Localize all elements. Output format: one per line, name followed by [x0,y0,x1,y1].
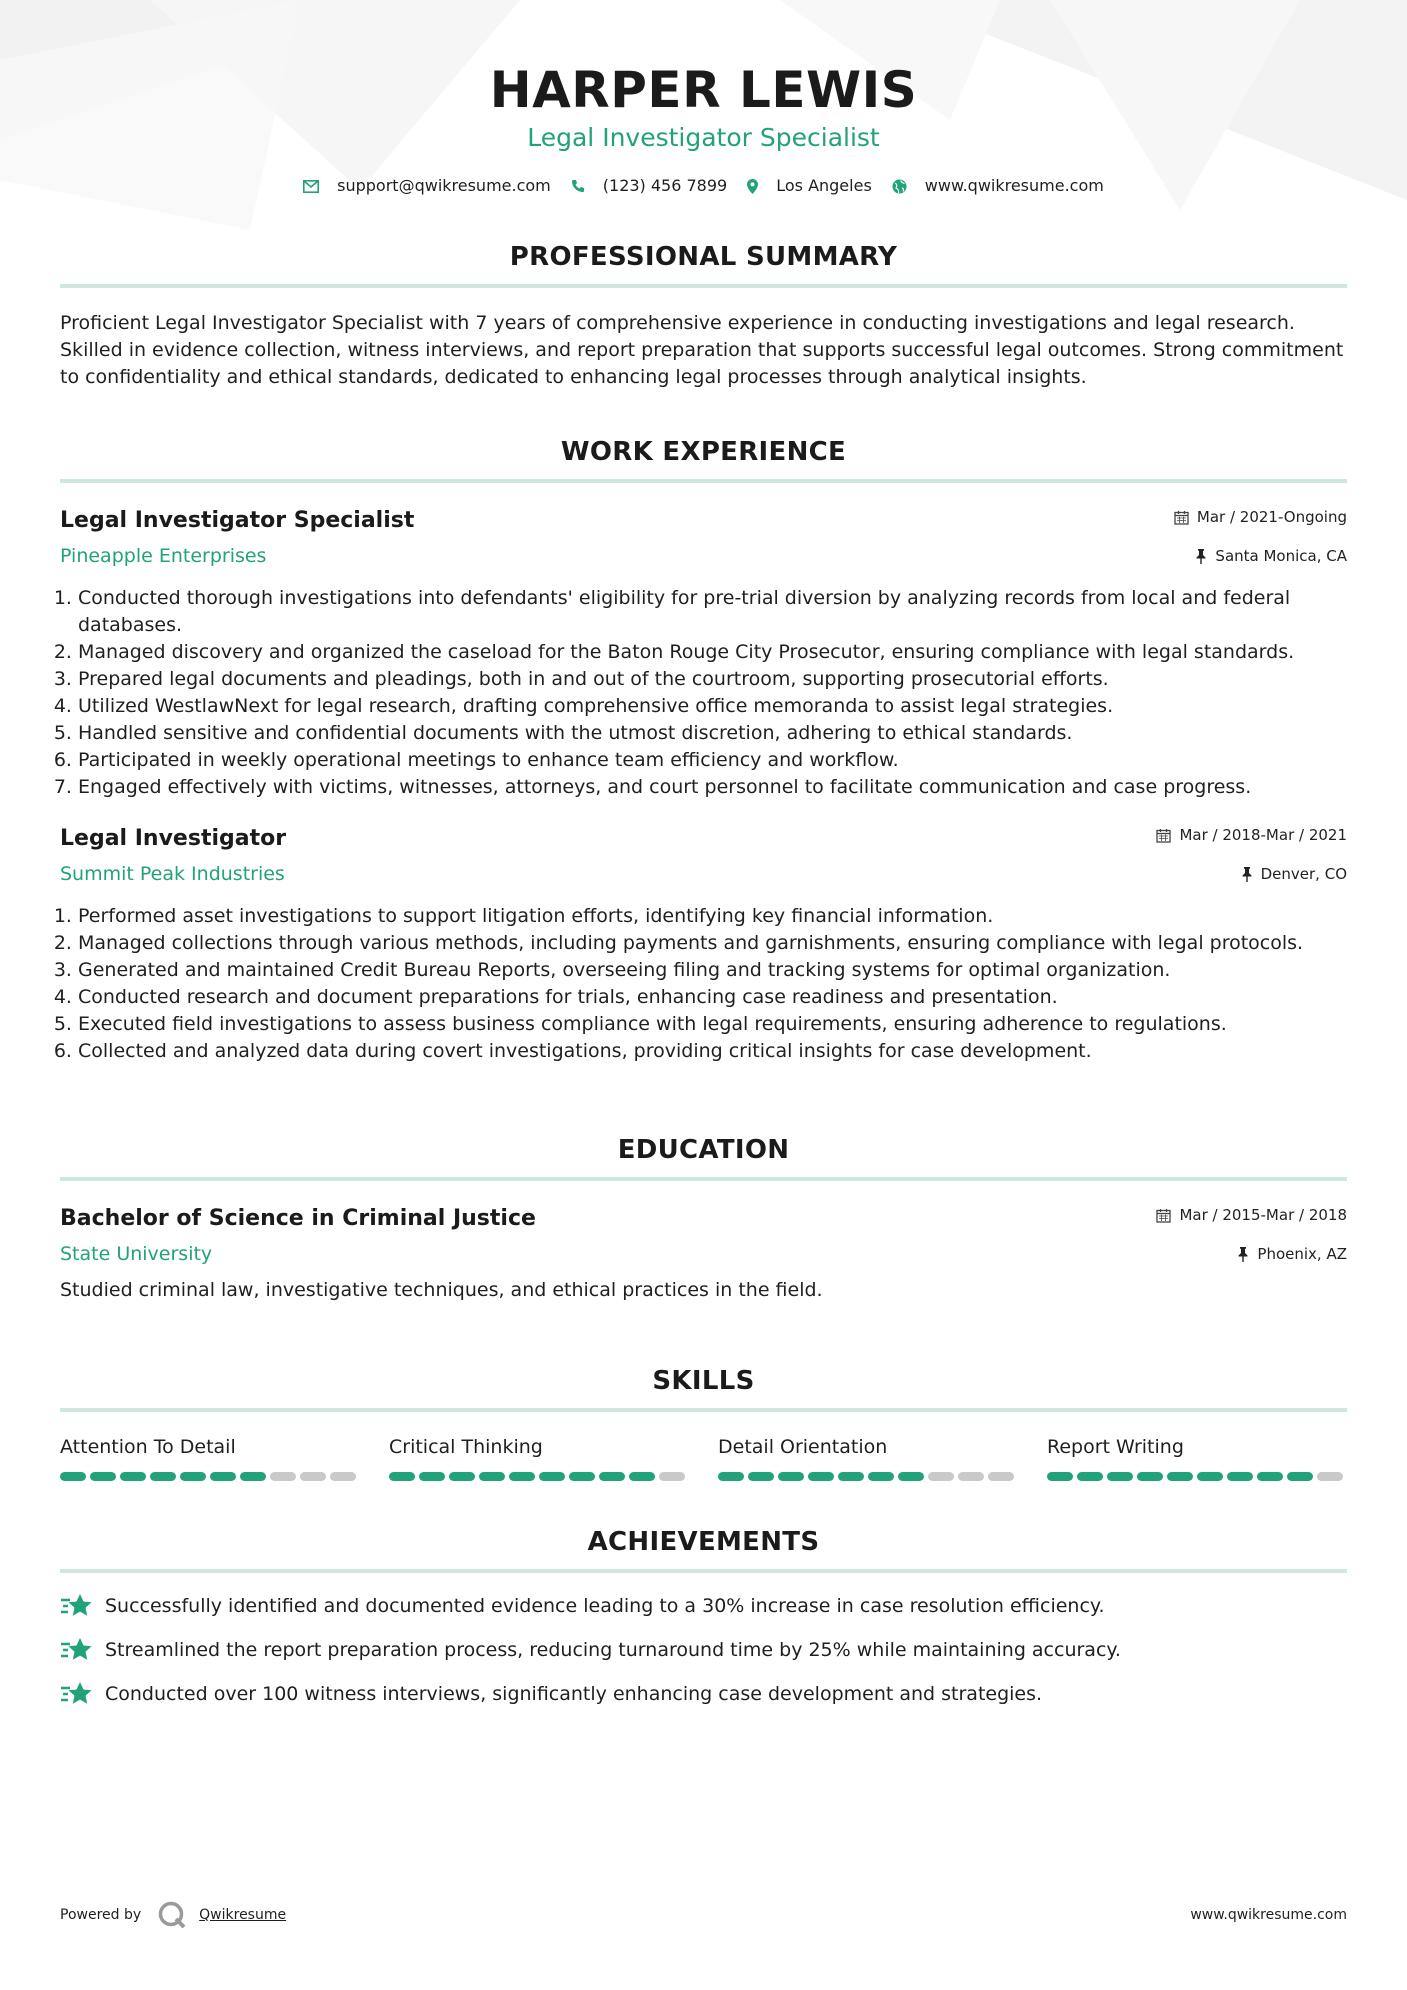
list-item: 6. Collected and analyzed data during covert investigations, providing critical insights for case development. [78,1038,1347,1065]
job-dates-text: Mar / 2018-Mar / 2021 [1179,826,1347,844]
skill-segment-filled [838,1472,864,1481]
skill-segment-filled [748,1472,774,1481]
phone-icon [571,179,585,193]
skill-segment-filled [808,1472,834,1481]
skill-segment-filled [778,1472,804,1481]
skill-segment-filled [60,1472,86,1481]
envelope-icon [303,180,319,193]
skill-segment-filled [180,1472,206,1481]
list-item: 2. Managed discovery and organized the caseload for the Baton Rouge City Prosecutor, ensuring compliance with legal standards. [78,639,1347,666]
degree-title: Bachelor of Science in Criminal Justice [60,1206,536,1231]
school-name: State University [60,1243,213,1265]
education-section [60,1133,1347,1304]
powered-by [60,1900,286,1930]
skill-segment-filled [1167,1472,1193,1481]
list-item: 4. Conducted research and document preparations for trials, enhancing case readiness and presentation. [78,984,1347,1011]
education-dates-text: Mar / 2015-Mar / 2018 [1179,1206,1347,1224]
job-responsibilities [60,585,1347,801]
skill-name: Attention To Detail [60,1436,236,1458]
job-location-text: Denver, CO [1260,865,1347,883]
summary-text: Proficient Legal Investigator Specialist with 7 years of comprehensive experience in conducting investigations and legal research. Skilled in evidence collection, witness interviews, and report preparation that supports successful legal outcomes. Strong commitment to confidentiality and ethical standards, dedicated to enhancing legal processes through analytical insights. [60,312,1344,388]
contact-phone[interactable] [571,176,727,196]
contact-website-text: www.qwikresume.com [924,176,1104,195]
list-item: 6. Participated in weekly operational meetings to enhance team efficiency and workflow. [78,747,1347,774]
skill-segment-filled [1137,1472,1163,1481]
skill-level-bar [60,1472,360,1481]
achievement-item [60,1637,1347,1663]
list-item: 1. Performed asset investigations to support litigation efforts, identifying key financial information. [78,903,1347,930]
skill-segment-filled [599,1472,625,1481]
skill-segment-filled [629,1472,655,1481]
skill-name: Critical Thinking [389,1436,543,1458]
achievement-text: Successfully identified and documented evidence leading to a 30% increase in case resolution efficiency. [105,1595,1105,1617]
skill-segment-filled [1107,1472,1133,1481]
contact-email[interactable] [303,176,551,196]
powered-by-label: Powered by [60,1907,142,1923]
experience-section [60,435,1347,1065]
experience-heading: WORK EXPERIENCE [560,437,847,467]
qwikresume-logo-icon [157,1900,187,1930]
skill-segment-empty [958,1472,984,1481]
job-location [1241,864,1347,884]
skill-segment-empty [300,1472,326,1481]
education-location [1237,1244,1347,1264]
section-divider [60,479,1347,483]
summary-heading: PROFESSIONAL SUMMARY [509,242,898,272]
achievement-text: Conducted over 100 witness interviews, significantly enhancing case development and strategies. [105,1683,1043,1705]
skills-section [60,1364,1347,1481]
skill-segment-filled [1287,1472,1313,1481]
skill-segment-empty [270,1472,296,1481]
list-item: 3. Generated and maintained Credit Bureau Reports, overseeing filing and tracking systems for optimal organization. [78,957,1347,984]
footer [60,1900,1347,1930]
pushpin-icon [1241,867,1253,882]
skill-segment-filled [718,1472,744,1481]
skill-level-bar [1047,1472,1347,1481]
qwikresume-link[interactable]: Qwikresume [199,1907,287,1923]
star-icon [60,1593,93,1619]
skill-segment-filled [539,1472,565,1481]
achievements-list [60,1593,1347,1707]
skill-item [389,1434,689,1481]
skill-level-bar [389,1472,689,1481]
education-location-text: Phoenix, AZ [1257,1245,1347,1263]
skill-segment-empty [988,1472,1014,1481]
skills-heading: SKILLS [652,1366,755,1396]
skill-segment-filled [210,1472,236,1481]
skill-segment-filled [90,1472,116,1481]
achievement-item [60,1681,1347,1707]
skill-level-bar [718,1472,1018,1481]
list-item: 5. Executed field investigations to assess business compliance with legal requirements, ensuring adherence to regulations. [78,1011,1347,1038]
map-pin-icon [747,179,758,194]
company-name: Summit Peak Industries [60,863,285,885]
contact-location-text: Los Angeles [776,176,872,195]
job-title: Legal Investigator Specialist [60,508,415,533]
skill-segment-filled [419,1472,445,1481]
job-dates [1174,507,1347,527]
skill-segment-empty [928,1472,954,1481]
skill-segment-empty [1317,1472,1343,1481]
education-dates [1156,1205,1347,1225]
skill-segment-filled [150,1472,176,1481]
list-item: 2. Managed collections through various methods, including payments and garnishments, ensuring compliance with legal protocols. [78,930,1347,957]
skill-segment-filled [569,1472,595,1481]
achievements-section [60,1525,1347,1707]
skill-segment-empty [330,1472,356,1481]
contact-phone-text: (123) 456 7899 [602,176,728,195]
list-item: 1. Conducted thorough investigations into defendants' eligibility for pre-trial diversion by analyzing records from local and federal databases. [78,585,1347,639]
skill-segment-filled [898,1472,924,1481]
skill-segment-filled [449,1472,475,1481]
section-divider [60,1177,1347,1181]
education-entry [60,1205,1347,1304]
skill-segment-filled [389,1472,415,1481]
skill-segment-filled [1227,1472,1253,1481]
skill-segment-filled [240,1472,266,1481]
star-icon [60,1637,93,1663]
candidate-name: HARPER LEWIS [489,61,918,119]
contact-website[interactable] [892,176,1104,196]
skill-segment-filled [868,1472,894,1481]
calendar-icon [1156,1208,1171,1223]
calendar-icon [1174,510,1189,525]
education-description: Studied criminal law, investigative techniques, and ethical practices in the field. [60,1279,823,1301]
job-entry [60,507,1347,801]
summary-section [60,240,1347,391]
pushpin-icon [1195,549,1207,564]
footer-website[interactable]: www.qwikresume.com [1190,1907,1347,1923]
contact-location [747,176,872,196]
job-responsibilities [60,903,1347,1065]
company-name: Pineapple Enterprises [60,545,267,567]
job-dates [1156,825,1347,845]
list-item: 5. Handled sensitive and confidential documents with the utmost discretion, adhering to ethical standards. [78,720,1347,747]
skill-segment-filled [509,1472,535,1481]
star-icon [60,1681,93,1707]
skill-item [60,1434,360,1481]
skill-item [1047,1434,1347,1481]
contact-bar [60,176,1347,196]
achievements-heading: ACHIEVEMENTS [587,1527,820,1557]
job-location [1195,546,1347,566]
skill-segment-empty [659,1472,685,1481]
achievement-text: Streamlined the report preparation process, reducing turnaround time by 25% while maintaining accuracy. [105,1639,1121,1661]
job-dates-text: Mar / 2021-Ongoing [1196,508,1347,526]
education-heading: EDUCATION [617,1135,790,1165]
list-item: 7. Engaged effectively with victims, witnesses, attorneys, and court personnel to facilitate communication and case progress. [78,774,1347,801]
skill-segment-filled [1077,1472,1103,1481]
contact-email-text: support@qwikresume.com [337,176,551,195]
skill-segment-filled [1047,1472,1073,1481]
pushpin-icon [1237,1247,1249,1262]
candidate-title: Legal Investigator Specialist [527,123,880,152]
globe-icon [892,179,907,194]
calendar-icon [1156,828,1171,843]
skill-item [718,1434,1018,1481]
skill-segment-filled [479,1472,505,1481]
skill-name: Report Writing [1047,1436,1184,1458]
skill-segment-filled [1257,1472,1283,1481]
skill-segment-filled [120,1472,146,1481]
job-entry [60,825,1347,1065]
list-item: 3. Prepared legal documents and pleadings, both in and out of the courtroom, supporting prosecutorial efforts. [78,666,1347,693]
skill-name: Detail Orientation [718,1436,888,1458]
achievement-item [60,1593,1347,1619]
skill-segment-filled [1197,1472,1223,1481]
job-location-text: Santa Monica, CA [1215,547,1347,565]
skills-list [60,1434,1347,1481]
section-divider [60,1408,1347,1412]
list-item: 4. Utilized WestlawNext for legal research, drafting comprehensive office memoranda to assist legal strategies. [78,693,1347,720]
section-divider [60,284,1347,288]
section-divider [60,1569,1347,1573]
job-title: Legal Investigator [60,826,287,851]
